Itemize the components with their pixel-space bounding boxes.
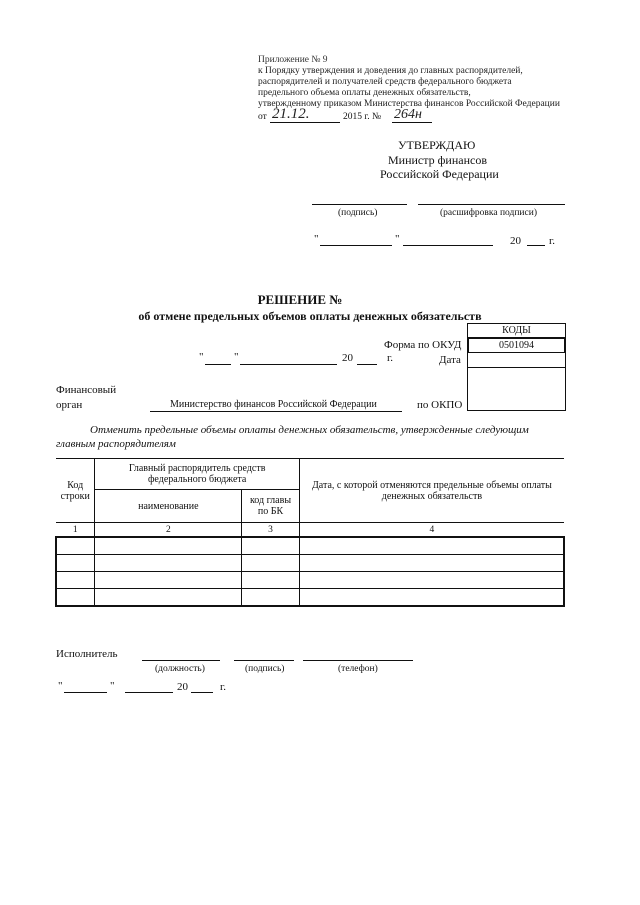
- executor-signature-line[interactable]: [234, 660, 294, 661]
- doc-year-prefix: 20: [342, 352, 353, 364]
- instruction-line-1: Отменить предельные объемы оплаты денежных обязательств, утвержденные следующим: [90, 424, 529, 436]
- appendix-text: [258, 66, 588, 110]
- decision-subtitle: об отмене предельных объемов оплаты денежных обязательств: [138, 309, 482, 323]
- appendix-number-line: [392, 122, 432, 123]
- appendix-line: распорядителей и получателей средств федерального бюджета: [258, 77, 512, 87]
- approve-quote-open: ": [314, 233, 319, 245]
- col-num-4: 4: [299, 523, 564, 538]
- appendix-date-prefix: от: [258, 112, 267, 122]
- appendix-title: Приложение № 9: [258, 55, 328, 65]
- table-cell[interactable]: [242, 555, 300, 572]
- approve-year-suffix: г.: [549, 235, 556, 247]
- executor-year-line[interactable]: [191, 692, 213, 693]
- appendix-number-handwritten: 264н: [394, 107, 422, 122]
- table-cell[interactable]: [299, 537, 564, 555]
- executor-phone-line[interactable]: [303, 660, 413, 661]
- executor-month-line[interactable]: [125, 692, 173, 693]
- table-cell[interactable]: [299, 555, 564, 572]
- fin-organ-label-2: орган: [56, 399, 83, 411]
- table-cell[interactable]: [56, 555, 95, 572]
- table-cell[interactable]: [242, 572, 300, 589]
- instruction-line-2: главным распорядителям: [56, 438, 176, 450]
- col-num-3: 3: [242, 523, 300, 538]
- table-cell[interactable]: [95, 537, 242, 555]
- doc-year-suffix: г.: [387, 352, 394, 364]
- executor-day-line[interactable]: [64, 692, 107, 693]
- appendix-year: 2015 г. №: [343, 112, 382, 122]
- appendix-date-handwritten: 21.12.: [272, 106, 310, 122]
- doc-day-line[interactable]: [205, 364, 231, 365]
- doc-quote-close: ": [234, 351, 239, 363]
- col-header-code: [56, 459, 95, 523]
- decision-title: РЕШЕНИЕ №: [257, 292, 343, 307]
- col-header-code-2: строки: [60, 490, 90, 502]
- table-row: [56, 572, 564, 589]
- approve-quote-close: ": [395, 233, 400, 245]
- approve-month-line[interactable]: [403, 245, 493, 246]
- approve-year-line[interactable]: [527, 245, 545, 246]
- fin-organ-label-1: Финансовый: [56, 384, 117, 396]
- executor-year-suffix: г.: [220, 681, 227, 693]
- table-row: [56, 537, 564, 555]
- table-row: [56, 589, 564, 607]
- fin-organ-line: [150, 411, 402, 412]
- table-cell[interactable]: [95, 589, 242, 607]
- approve-decoding-caption: (расшифровка подписи): [440, 208, 537, 218]
- table-cell[interactable]: [299, 589, 564, 607]
- col-header-date: Дата, с которой отменяются предельные объемы оплаты денежных обязательств: [299, 459, 564, 523]
- okud-value: 0501094: [468, 337, 565, 352]
- executor-position-caption: (должность): [155, 664, 205, 674]
- appendix-line: предельного объема оплаты денежных обязательств,: [258, 88, 471, 98]
- approve-decoding-line[interactable]: [418, 204, 565, 205]
- limits-table: [55, 458, 565, 607]
- appendix-date-line: [270, 122, 340, 123]
- approve-year-prefix: 20: [510, 235, 521, 247]
- codes-header: КОДЫ: [502, 325, 531, 336]
- executor-label: Исполнитель: [56, 648, 118, 660]
- table-cell[interactable]: [56, 589, 95, 607]
- executor-position-line[interactable]: [142, 660, 220, 661]
- executor-quote-open: ": [58, 680, 63, 692]
- executor-year-prefix: 20: [177, 681, 188, 693]
- table-cell[interactable]: [56, 572, 95, 589]
- table-row: [56, 555, 564, 572]
- approve-position-2: Российской Федерации: [380, 167, 499, 181]
- table-cell[interactable]: [242, 589, 300, 607]
- executor-quote-close: ": [110, 680, 115, 692]
- table-cell[interactable]: [56, 537, 95, 555]
- table-cell[interactable]: [299, 572, 564, 589]
- doc-year-line[interactable]: [357, 364, 377, 365]
- approve-title: УТВЕРЖДАЮ: [398, 138, 476, 152]
- col-num-1: 1: [56, 523, 95, 538]
- executor-signature-caption: (подпись): [245, 664, 285, 674]
- table-cell[interactable]: [95, 555, 242, 572]
- approve-signature-caption: (подпись): [338, 208, 378, 218]
- approve-signature-line[interactable]: [312, 204, 407, 205]
- codes-box: [467, 323, 566, 411]
- fin-organ-value: Министерство финансов Российской Федерации: [170, 399, 377, 410]
- appendix-line: утвержденному приказом Министерства финансов Российской Федерации: [258, 99, 560, 109]
- okpo-code-cell[interactable]: [468, 367, 565, 410]
- okpo-label: по ОКПО: [417, 399, 463, 411]
- col-header-grbs: Главный распорядитель средств федерального бюджета: [95, 459, 299, 490]
- col-header-name: наименование: [95, 490, 242, 523]
- doc-quote-open: ": [199, 351, 204, 363]
- col-header-code-1: Код: [67, 479, 84, 491]
- approve-position-1: Министр финансов: [388, 153, 488, 167]
- date-code-cell[interactable]: [468, 352, 565, 367]
- col-num-2: 2: [95, 523, 242, 538]
- okud-label: Форма по ОКУД: [384, 339, 462, 351]
- date-label: Дата: [439, 354, 461, 366]
- executor-phone-caption: (телефон): [338, 664, 378, 674]
- appendix-line: к Порядку утверждения и доведения до главных распорядителей,: [258, 66, 523, 76]
- table-cell[interactable]: [95, 572, 242, 589]
- col-header-bk: код главы по БК: [242, 490, 300, 523]
- doc-month-line[interactable]: [240, 364, 337, 365]
- approve-day-line[interactable]: [320, 245, 392, 246]
- table-cell[interactable]: [242, 537, 300, 555]
